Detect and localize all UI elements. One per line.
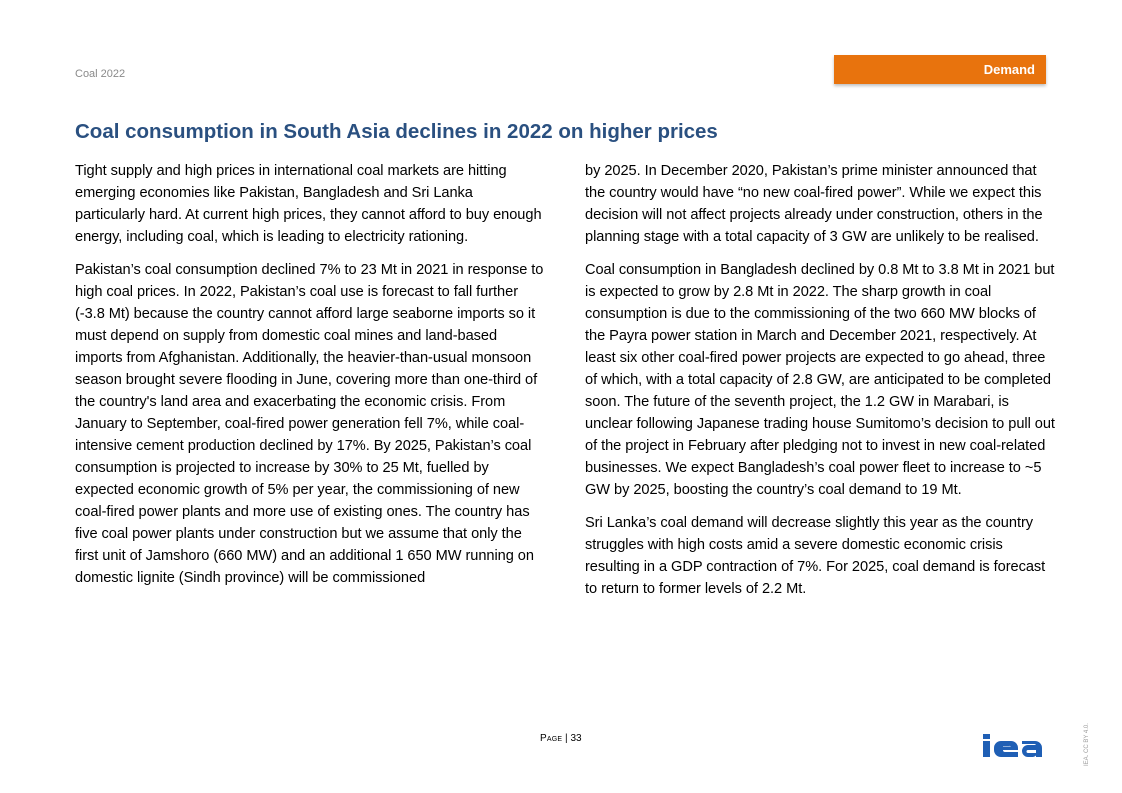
right-paragraph-3: Sri Lanka’s coal demand will decrease slightly this year as the country struggles with high costs amid a severe domestic economic crisis resulting in a GDP contraction of 7%. For 2025, coal demand is forecast to return to former levels of 2.2 Mt. (585, 515, 1046, 597)
left-paragraph-2: Pakistan’s coal consumption declined 7% to 23 Mt in 2021 in response to high coal prices. In 2022, Pakistan’s coal use is forecast to fall further (-3.8 Mt) because the country cannot afford large seaborne imports so it must depend on supply from domestic coal mines and land-based imports from Afghanistan. Additionally, the heavier-than-usual monsoon season brought severe flooding in June, covering more than one-third of the country's land area and exacerbating the economic crisis. From January to September, coal-fired power generation fell 7%, while coal-intensive cement production declined by 17%. By 2025, Pakistan’s coal consumption is projected to increase by 30% to 25 Mt, fuelled by expected economic growth of 5% per year, the commissioning of new coal-fired power plants and more use of existing ones. The country has five coal power plants under construction but we assume that only the first unit of Jamshoro (660 MW) and an additional 1 650 MW running on domestic lignite (Sindh province) will be commissioned (75, 262, 544, 586)
license-credit (1078, 724, 1118, 766)
license-credit-text: IEA. CC BY 4.0. (1084, 723, 1090, 766)
doc-label: Coal 2022 (75, 68, 126, 80)
left-paragraph-1: Tight supply and high prices in international coal markets are hitting emerging economies like Pakistan, Bangladesh and Sri Lanka particularly hard. At current high prices, they cannot afford to buy enough energy, including coal, which is leading to electricity rationing. (75, 163, 542, 245)
page-label: Page (540, 733, 563, 744)
page-separator: | (565, 733, 568, 744)
page-number-footer (540, 733, 582, 744)
page-title: Coal consumption in South Asia declines in 2022 on higher prices (75, 120, 718, 143)
section-tab-label: Demand (983, 62, 1035, 77)
right-paragraph-1: by 2025. In December 2020, Pakistan’s prime minister announced that the country would have “no new coal-fired power”. While we expect this decision will not affect projects already under construction, others in the planning stage with a total capacity of 3 GW are unlikely to be realised. (585, 163, 1043, 245)
page-number: 33 (570, 733, 582, 744)
section-tab (834, 55, 1046, 84)
left-column (75, 160, 545, 600)
iea-logo-icon (982, 733, 1046, 757)
right-column (585, 160, 1055, 611)
right-paragraph-2: Coal consumption in Bangladesh declined by 0.8 Mt to 3.8 Mt in 2021 but is expected to grow by 2.8 Mt in 2022. The sharp growth in coal consumption is due to the commissioning of the two 660 MW blocks of the Payra power station in March and December 2021, respectively. At least six other coal-fired power projects are expected to go ahead, three of which, with a total capacity of 2.8 GW, are anticipated to be completed soon. The future of the seventh project, the 1.2 GW in Marabari, is unclear following Japanese trading house Sumitomo’s decision to pull out of the project in February after pledging not to invest in new coal-related businesses. We expect Bangladesh’s coal power fleet to increase to ~5 GW by 2025, boosting the country’s coal demand to 19 Mt. (585, 262, 1055, 498)
